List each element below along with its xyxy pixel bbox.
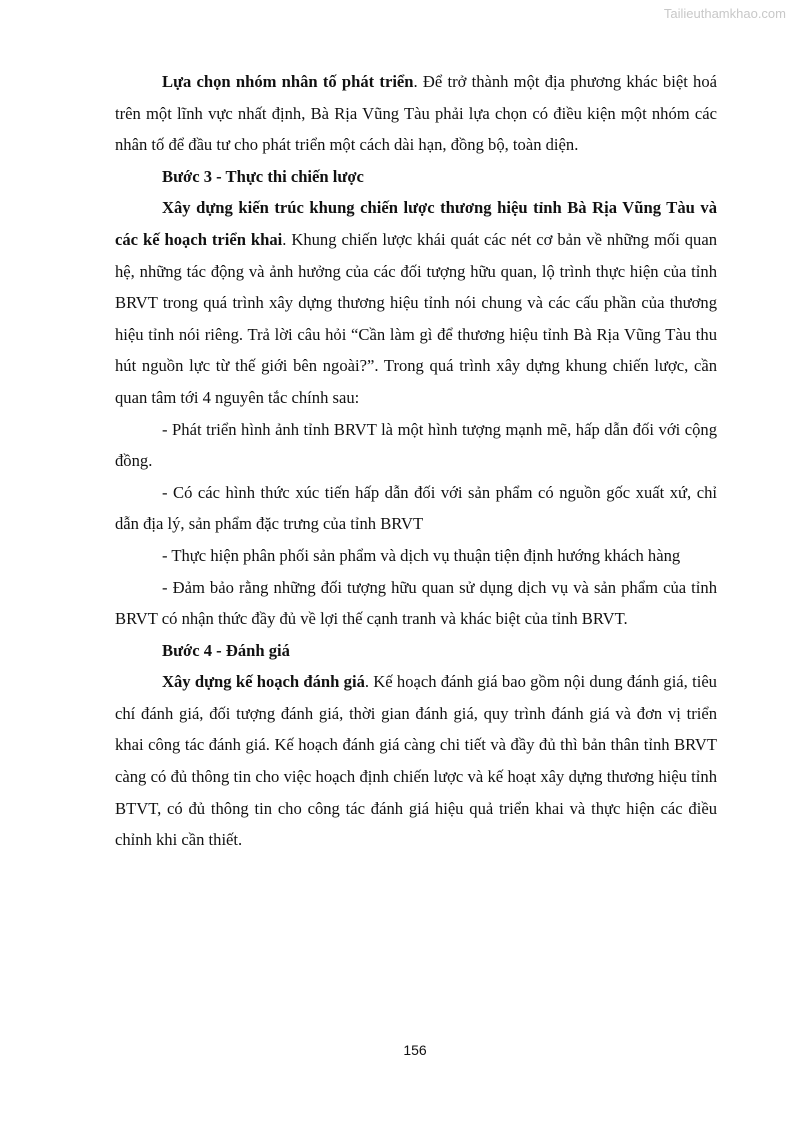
paragraph-1: Lựa chọn nhóm nhân tố phát triển. Để trở thành một địa phương khác biệt hoá trên một lĩnh vực nhất định, Bà Rịa Vũng Tàu phải lựa chọn có điều kiện một nhóm các nhân tố để đầu tư cho phát triển một cách dài hạn, đồng bộ, toàn diện. — [115, 72, 717, 155]
bullet-1: - Phát triển hình ảnh tỉnh BRVT là một hình tượng mạnh mẽ, hấp dẫn đối với cộng đồng. — [115, 419, 717, 471]
paragraph-lead: Lựa chọn nhóm nhân tố phát triển — [162, 72, 414, 91]
bullet-4: - Đảm bảo rằng những đối tượng hữu quan sử dụng dịch vụ và sản phẩm của tỉnh BRVT có nhận thức đầy đủ về lợi thế cạnh tranh và khác biệt của tỉnh BRVT. — [115, 577, 717, 629]
watermark: Tailieuthamkhao.com — [663, 6, 786, 21]
step-3-heading: Bước 3 - Thực thi chiến lược — [162, 166, 364, 186]
step-4-heading: Bước 4 - Đánh giá — [162, 640, 290, 660]
bullet-3: - Thực hiện phân phối sản phẩm và dịch vụ thuận tiện định hướng khách hàng — [162, 545, 681, 565]
paragraph-3: Xây dựng kế hoạch đánh giá. Kế hoạch đánh giá bao gồm nội dung đánh giá, tiêu chí đánh giá, đối tượng đánh giá, thời gian đánh giá, quy trình đánh giá và đơn vị triển khai công tác đánh giá. Kế hoạch đánh giá càng chi tiết và đầy đủ thì bản thân tỉnh BRVT càng có đủ thông tin cho việc hoạch định chiến lược và kế hoạt xây dựng thương hiệu tỉnh BTVT, có đủ thông tin cho công tác đánh giá hiệu quả triển khai và thực hiện các điều chỉnh khi cần thiết. — [115, 672, 717, 850]
bullet-2: - Có các hình thức xúc tiến hấp dẫn đối với sản phẩm có nguồn gốc xuất xứ, chỉ dẫn địa lý, sản phẩm đặc trưng của tỉnh BRVT — [115, 482, 717, 534]
paragraph-2: Xây dựng kiến trúc khung chiến lược thương hiệu tỉnh Bà Rịa Vũng Tàu và các kế hoạch triển khai. Khung chiến lược khái quát các nét cơ bản về những mối quan hệ, những tác động và ảnh hưởng của các đối tượng hữu quan, lộ trình thực hiện của tỉnh BRVT trong quá trình xây dựng thương hiệu tỉnh nói chung và các cấu phần của thương hiệu tỉnh nói riêng. Trả lời câu hỏi “Cần làm gì để thương hiệu tỉnh Bà Rịa Vũng Tàu thu hút nguồn lực từ thế giới bên ngoài?”. Trong quá trình xây dựng khung chiến lược, cần quan tâm tới 4 nguyên tắc chính sau: — [115, 198, 717, 407]
paragraph-lead: Xây dựng kiến trúc khung chiến lược thương hiệu tỉnh Bà Rịa Vũng Tàu và các kế hoạch triển khai — [115, 198, 717, 249]
document-body — [115, 66, 717, 856]
page-number: 156 — [403, 1042, 427, 1058]
paragraph-lead: Xây dựng kế hoạch đánh giá — [162, 672, 365, 692]
